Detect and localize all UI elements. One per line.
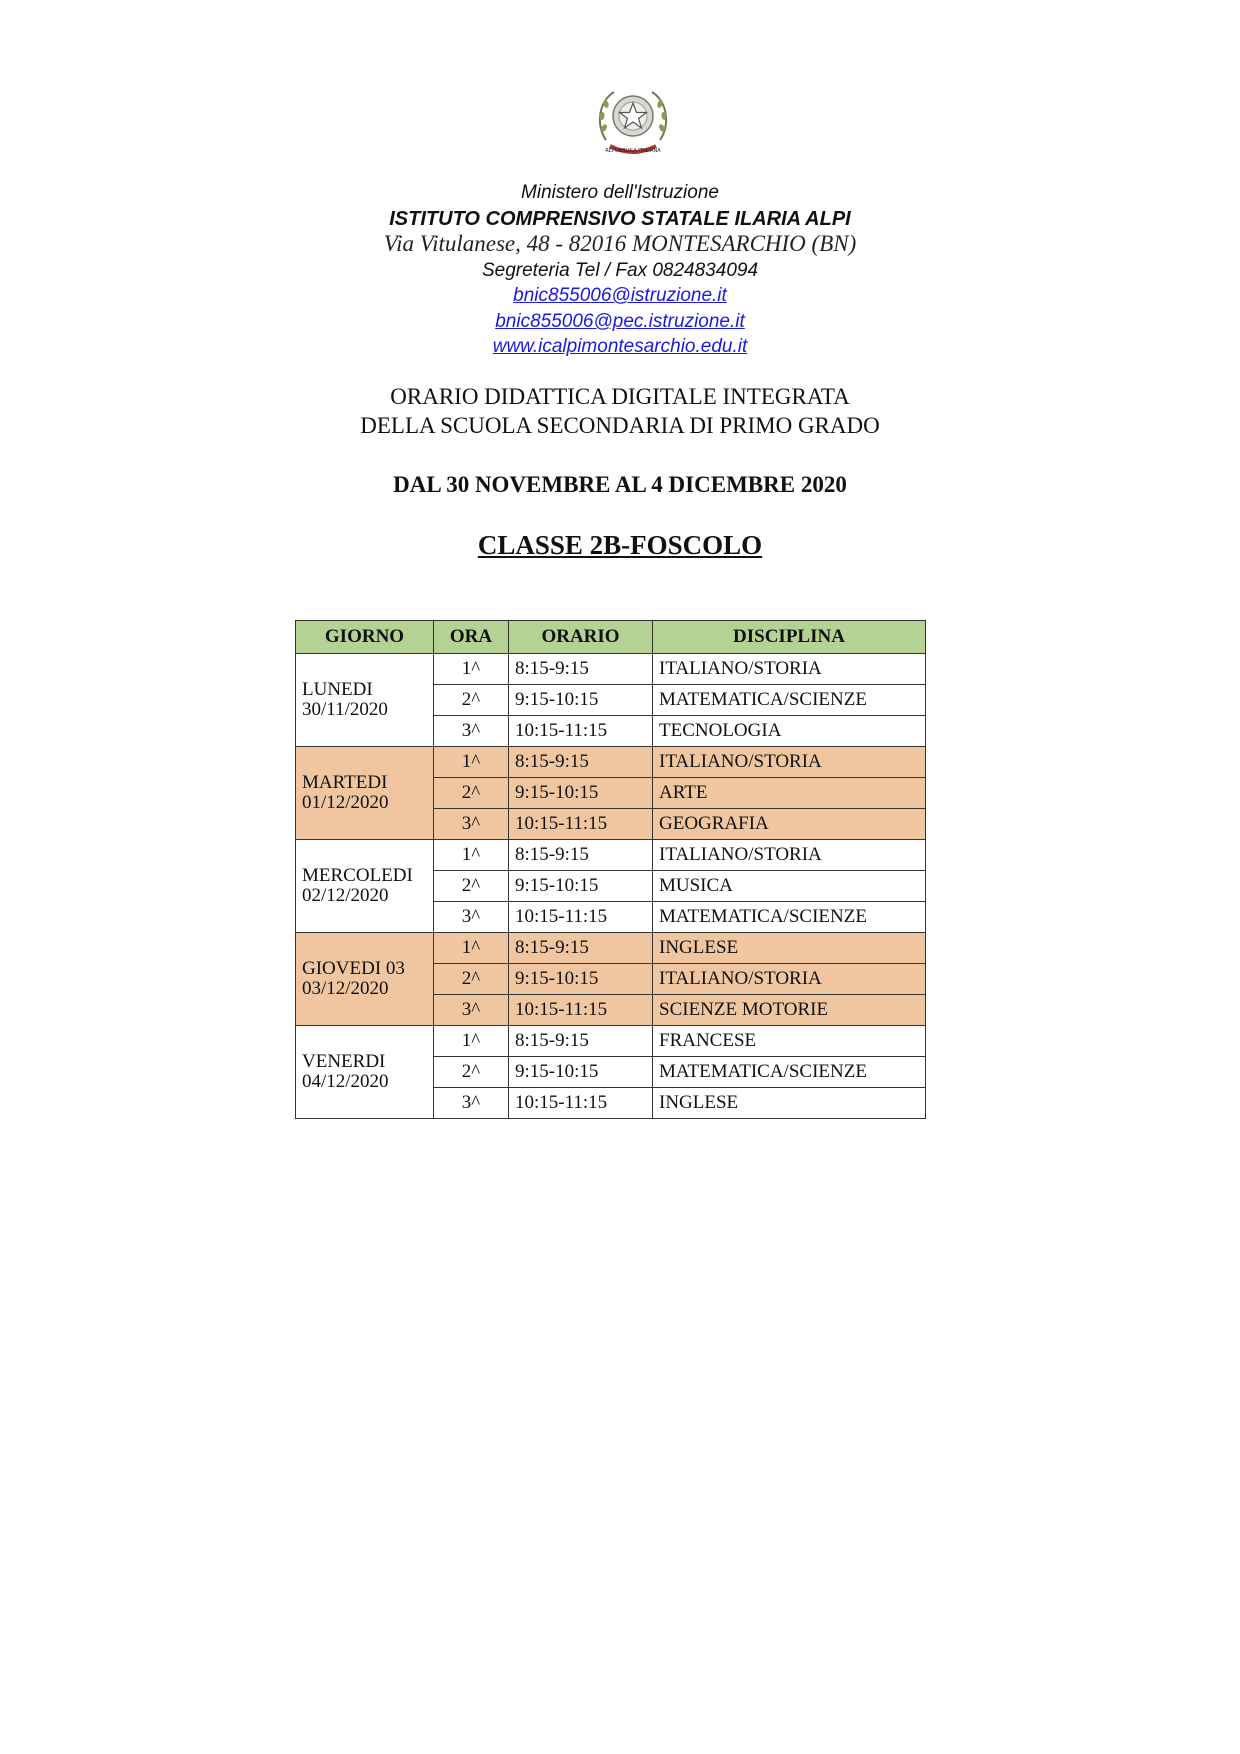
time-cell: 8:15-9:15: [509, 747, 653, 778]
hour-cell: 1^: [434, 1026, 509, 1057]
table-row: [296, 840, 926, 871]
segreteria-phone: Segreteria Tel / Fax 0824834094: [481, 260, 759, 281]
timetable-body: [296, 654, 926, 1119]
subject-cell: SCIENZE MOTORIE: [653, 995, 926, 1026]
table-row: [296, 1026, 926, 1057]
day-name: GIOVEDI 03: [302, 958, 405, 979]
time-cell: 9:15-10:15: [509, 964, 653, 995]
day-date: 30/11/2020: [302, 699, 388, 720]
time-cell: 9:15-10:15: [509, 871, 653, 902]
time-cell: 8:15-9:15: [509, 1026, 653, 1057]
day-date: 02/12/2020: [302, 885, 389, 906]
day-name: LUNEDI: [302, 679, 373, 700]
subject-cell: ITALIANO/STORIA: [653, 964, 926, 995]
day-cell: [296, 1026, 434, 1119]
website-link[interactable]: www.icalpimontesarchio.edu.it: [492, 336, 748, 357]
time-cell: 9:15-10:15: [509, 685, 653, 716]
day-cell: [296, 933, 434, 1026]
day-date: 01/12/2020: [302, 792, 389, 813]
column-header-giorno: GIORNO: [296, 621, 434, 654]
subject-cell: GEOGRAFIA: [653, 809, 926, 840]
istituto-name: ISTITUTO COMPRENSIVO STATALE ILARIA ALPI: [389, 208, 851, 230]
hour-cell: 2^: [434, 778, 509, 809]
address: Via Vitulanese, 48 - 82016 MONTESARCHIO (BN): [383, 231, 857, 256]
title-line-2: DELLA SCUOLA SECONDARIA DI PRIMO GRADO: [360, 413, 880, 438]
table-row: [296, 747, 926, 778]
hour-cell: 1^: [434, 747, 509, 778]
subject-cell: ITALIANO/STORIA: [653, 747, 926, 778]
column-header-orario: ORARIO: [509, 621, 653, 654]
subject-cell: MATEMATICA/SCIENZE: [653, 902, 926, 933]
title-line-1: ORARIO DIDATTICA DIGITALE INTEGRATA: [390, 384, 850, 409]
time-cell: 9:15-10:15: [509, 778, 653, 809]
time-cell: 10:15-11:15: [509, 716, 653, 747]
subject-cell: TECNOLOGIA: [653, 716, 926, 747]
hour-cell: 2^: [434, 685, 509, 716]
pec-link[interactable]: bnic855006@pec.istruzione.it: [495, 311, 745, 332]
subject-cell: ITALIANO/STORIA: [653, 654, 926, 685]
hour-cell: 3^: [434, 1088, 509, 1119]
time-cell: 9:15-10:15: [509, 1057, 653, 1088]
subject-cell: FRANCESE: [653, 1026, 926, 1057]
column-header-ora: ORA: [434, 621, 509, 654]
day-cell: [296, 654, 434, 747]
time-cell: 8:15-9:15: [509, 654, 653, 685]
time-cell: 10:15-11:15: [509, 995, 653, 1026]
time-cell: 8:15-9:15: [509, 840, 653, 871]
day-cell: [296, 747, 434, 840]
table-row: [296, 654, 926, 685]
email-link[interactable]: bnic855006@istruzione.it: [513, 285, 727, 306]
hour-cell: 1^: [434, 840, 509, 871]
subject-cell: MUSICA: [653, 871, 926, 902]
hour-cell: 3^: [434, 995, 509, 1026]
subject-cell: INGLESE: [653, 1088, 926, 1119]
subject-cell: MATEMATICA/SCIENZE: [653, 685, 926, 716]
hour-cell: 1^: [434, 933, 509, 964]
hour-cell: 2^: [434, 871, 509, 902]
day-name: VENERDI: [302, 1051, 386, 1072]
class-name: CLASSE 2B-FOSCOLO: [477, 530, 763, 560]
day-cell: [296, 840, 434, 933]
timetable-header-row: [296, 621, 926, 654]
period: DAL 30 NOVEMBRE AL 4 DICEMBRE 2020: [393, 472, 847, 497]
italian-republic-emblem-icon: [592, 82, 674, 158]
ministero: Ministero dell'Istruzione: [521, 182, 719, 203]
table-row: [296, 933, 926, 964]
timetable: [295, 620, 926, 1119]
subject-cell: ARTE: [653, 778, 926, 809]
day-name: MARTEDI: [302, 772, 388, 793]
time-cell: 10:15-11:15: [509, 809, 653, 840]
subject-cell: INGLESE: [653, 933, 926, 964]
hour-cell: 2^: [434, 1057, 509, 1088]
subject-cell: MATEMATICA/SCIENZE: [653, 1057, 926, 1088]
time-cell: 10:15-11:15: [509, 1088, 653, 1119]
hour-cell: 2^: [434, 964, 509, 995]
day-name: MERCOLEDI: [302, 865, 413, 886]
column-header-disciplina: DISCIPLINA: [653, 621, 926, 654]
time-cell: 8:15-9:15: [509, 933, 653, 964]
day-date: 03/12/2020: [302, 978, 389, 999]
day-date: 04/12/2020: [302, 1071, 389, 1092]
hour-cell: 3^: [434, 902, 509, 933]
hour-cell: 1^: [434, 654, 509, 685]
subject-cell: ITALIANO/STORIA: [653, 840, 926, 871]
emblem-text: REPUBBLICA ITALIANA: [605, 148, 661, 154]
hour-cell: 3^: [434, 716, 509, 747]
time-cell: 10:15-11:15: [509, 902, 653, 933]
hour-cell: 3^: [434, 809, 509, 840]
